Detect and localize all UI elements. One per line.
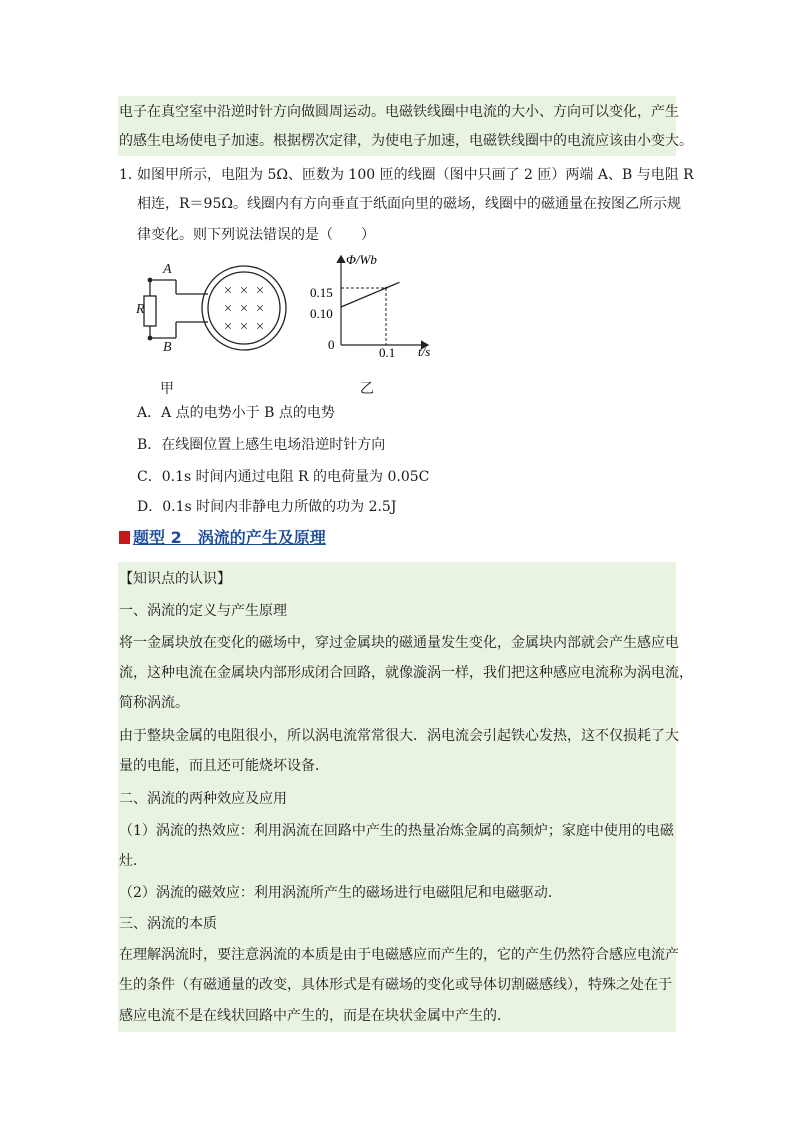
x-axis-label: t/s [418,344,431,359]
field-cross-2-2: × [255,319,265,335]
field-cross-2-1: × [239,319,249,335]
subheading-effects: 二、涡流的两种效应及应用 [119,791,287,807]
paragraph-1-line-1: 将一金属块放在变化的磁场中，穿过金属块的磁通量发生变化，金属块内部就会产生感应电 [119,635,679,651]
paragraph-1-line-3: 简称涡流。 [119,695,189,711]
field-cross-0-1: × [239,283,249,299]
option-c: C．0.1s 时间内通过电阻 R 的电荷量为 0.05C [137,469,430,485]
question-line-2: 相连，R＝95Ω。线圈内有方向垂直于纸面向里的磁场，线圈中的磁通量在按图乙所示规 [137,196,681,212]
y-axis-label: Φ/Wb [346,252,377,267]
figure-yi-graph [300,250,450,360]
paragraph-3-line-2: 灶． [119,853,147,869]
ytick-0-10: 0.10 [310,306,333,321]
label-r: R [136,302,145,317]
field-cross-2-0: × [223,319,233,335]
xtick-0-1: 0.1 [379,345,396,360]
origin-label: 0 [328,337,335,352]
paragraph-4: （2）涡流的磁效应：利用涡流所产生的磁场进行电磁阻尼和电磁驱动． [119,885,562,901]
intro-line-2: 的感生电场使电子加速。根据楞次定律，为使电子加速，电磁铁线圈中的电流应该由小变大。 [119,133,693,149]
paragraph-5-line-1: 在理解涡流时，要注意涡流的本质是由于电磁感应而产生的，它的产生仍然符合感应电流产 [119,947,679,963]
caption-jia: 甲 [160,381,174,397]
ytick-0-15: 0.15 [310,285,333,300]
intro-line-1: 电子在真空室中沿逆时针方向做圆周运动。电磁铁线圈中电流的大小、方向可以变化，产生 [119,104,679,120]
option-a: A．A 点的电势小于 B 点的电势 [137,405,335,421]
question-line-1: 如图甲所示，电阻为 5Ω、匝数为 100 匝的线圈（图中只画了 2 匝）两端 A、B 与电阻 R [137,167,694,183]
paragraph-2-line-2: 量的电能，而且还可能烧坏设备． [119,758,329,774]
question-number: 1． [119,167,142,183]
field-cross-1-1: × [239,301,249,317]
subheading-definition: 一、涡流的定义与产生原理 [119,603,287,619]
terminal-a-dot [148,278,153,283]
field-cross-1-0: × [223,301,233,317]
paragraph-2-line-1: 由于整块金属的电阻很小，所以涡电流常常很大．涡电流会引起铁心发热，这不仅损耗了大 [119,728,679,744]
section-title [119,525,326,549]
field-cross-1-2: × [255,301,265,317]
paragraph-1-line-2: 流，这种电流在金属块内部形成闭合回路，就像漩涡一样，我们把这种感应电流称为涡电流， [119,665,693,681]
subheading-essence: 三、涡流的本质 [119,916,217,932]
label-a: A [163,262,172,277]
field-cross-0-0: × [223,283,233,299]
data-point [385,287,387,289]
terminal-b-dot [148,336,153,341]
label-b: B [163,340,172,355]
option-b: B．在线圈位置上感生电场沿逆时针方向 [137,437,386,453]
paragraph-3-line-1: （1）涡流的热效应：利用涡流在回路中产生的热量冶炼金属的高频炉；家庭中使用的电磁 [119,823,674,839]
question-line-3: 律变化。则下列说法错误的是（ ） [137,227,375,243]
option-d: D．0.1s 时间内非静电力所做的功为 2.5J [137,499,397,515]
resistor-r [144,296,156,326]
paragraph-5-line-3: 感应电流不是在线状回路中产生的，而是在块状金属中产生的． [119,1008,511,1024]
magnetic-field-crosses [224,283,264,335]
figure-jia-circuit [128,258,288,358]
field-cross-0-2: × [255,283,265,299]
paragraph-5-line-2: 生的条件（有磁通量的改变，具体形式是有磁场的变化或导体切割磁感线），特殊之处在于 [119,977,672,993]
section-title-text: 题型 2 涡流的产生及原理 [133,528,326,547]
caption-yi: 乙 [360,381,374,397]
red-square-icon [119,531,130,544]
knowledge-heading: 【知识点的认识】 [119,571,231,587]
flux-line [341,282,400,307]
